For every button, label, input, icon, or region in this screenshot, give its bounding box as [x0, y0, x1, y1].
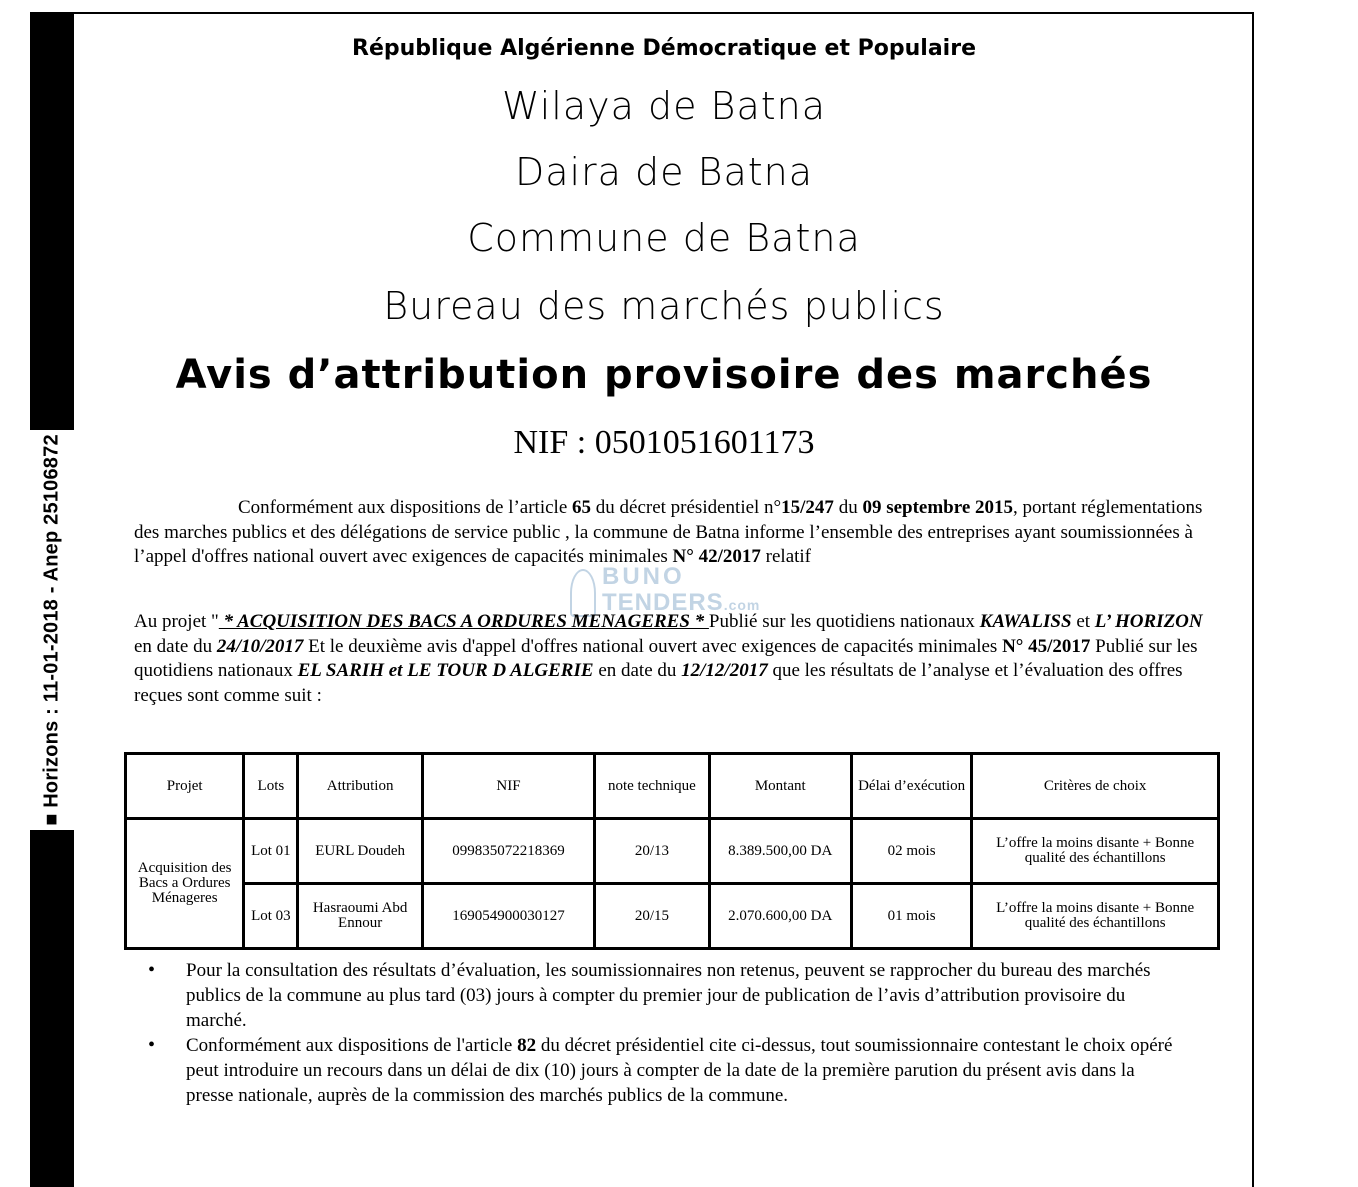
header-montant: Montant — [709, 754, 851, 819]
watermark-line-1: BUNO — [602, 563, 685, 590]
list-item: • Conformément aux dispositions de l'article 82 du décret présidentiel cite ci-dessus, tout soumissionnaire contestant le choix opéré peut introduire un recours dans un délai de dix (10) jours à compter de la date de la première parution du présent avis dans la presse nationale, auprès de la commission des marchés publics de la commune. — [148, 1034, 1173, 1106]
header-delai: Délai d’exécution — [851, 754, 971, 819]
nif-cell: 099835072218369 — [422, 819, 594, 884]
lot-cell: Lot 03 — [244, 884, 298, 949]
notice-title: Avis d’attribution provisoire des marchés — [175, 352, 1153, 398]
delai-cell: 02 mois — [851, 819, 971, 884]
daira-heading: Daira de Batna — [514, 150, 814, 194]
attribution-cell: EURL Doudeh — [298, 819, 422, 884]
watermark-line-2: TENDERS.com — [602, 589, 761, 616]
header-criteres: Critères de choix — [972, 754, 1219, 819]
republic-heading: République Algérienne Démocratique et Populaire — [352, 36, 976, 61]
note-cell: 20/13 — [595, 819, 709, 884]
lot-cell: Lot 01 — [244, 819, 298, 884]
montant-cell: 8.389.500,00 DA — [709, 819, 851, 884]
criteres-cell: L’offre la moins disante + Bonne qualité des échantillons — [972, 819, 1219, 884]
note-cell: 20/15 — [595, 884, 709, 949]
header-lots: Lots — [244, 754, 298, 819]
notes-list — [148, 958, 1186, 1108]
table-row — [126, 819, 1219, 884]
attribution-cell: Hasraoumi Abd Ennour — [298, 884, 422, 949]
header-note-technique: note technique — [595, 754, 709, 819]
bullet-icon: • — [148, 1034, 156, 1056]
wilaya-heading: Wilaya de Batna — [501, 84, 826, 128]
intro-paragraph-1: Conformément aux dispositions de l’article 65 du décret présidentiel n°15/247 du 09 septembre 2015, portant réglementations des marches publics et des délégations de service public , la commune de Batna informe l’ensemble des entreprises ayant soumissionnées à l’appel d'offres national ouvert avec exigences de capacités minimales N° 42/2017 relatif — [134, 497, 1203, 567]
publication-side-label — [30, 430, 74, 830]
bullet-icon: • — [148, 959, 156, 981]
project-cell: Acquisition des Bacs a Ordures Ménageres — [126, 819, 244, 949]
header-attribution: Attribution — [298, 754, 422, 819]
top-border — [74, 12, 1254, 14]
table-header-row — [126, 754, 1219, 819]
commune-heading: Commune de Batna — [467, 216, 861, 260]
montant-cell: 2.070.600,00 DA — [709, 884, 851, 949]
header-nif: NIF — [422, 754, 594, 819]
delai-cell: 01 mois — [851, 884, 971, 949]
table-row — [126, 884, 1219, 949]
nif-number: NIF : 0501051601173 — [513, 424, 815, 461]
intro-paragraph-2: Au projet " * ACQUISITION DES BACS A ORDURES MENAGERES * Publié sur les quotidiens nationaux KAWALISS et L’ HORIZON en date du 24/10/2017 Et le deuxième avis d'appel d'offres national ouvert avec exigences de capacités minimales N° 45/2017 Publié sur les quotidiens nationaux EL SARIH et LE TOUR D ALGERIE en date du 12/12/2017 que les résultats de l’analyse et l’évaluation des offres reçues sont comme suit : — [134, 611, 1203, 706]
criteres-cell: L’offre la moins disante + Bonne qualité des échantillons — [972, 884, 1219, 949]
results-table — [124, 752, 1220, 950]
side-label-text: ■ Horizons : 11-01-2018 - Anep 25106872 — [40, 434, 63, 826]
bureau-heading: Bureau des marchés publics — [383, 284, 945, 328]
nif-cell: 169054900030127 — [422, 884, 594, 949]
header-projet: Projet — [126, 754, 244, 819]
list-item: • Pour la consultation des résultats d’évaluation, les soumissionnaires non retenus, peuvent se rapprocher du bureau des marchés publics de la commune au plus tard (03) jours à compter du premier jour de publication de l’avis d’attribution provisoire du marché. — [148, 959, 1151, 1031]
